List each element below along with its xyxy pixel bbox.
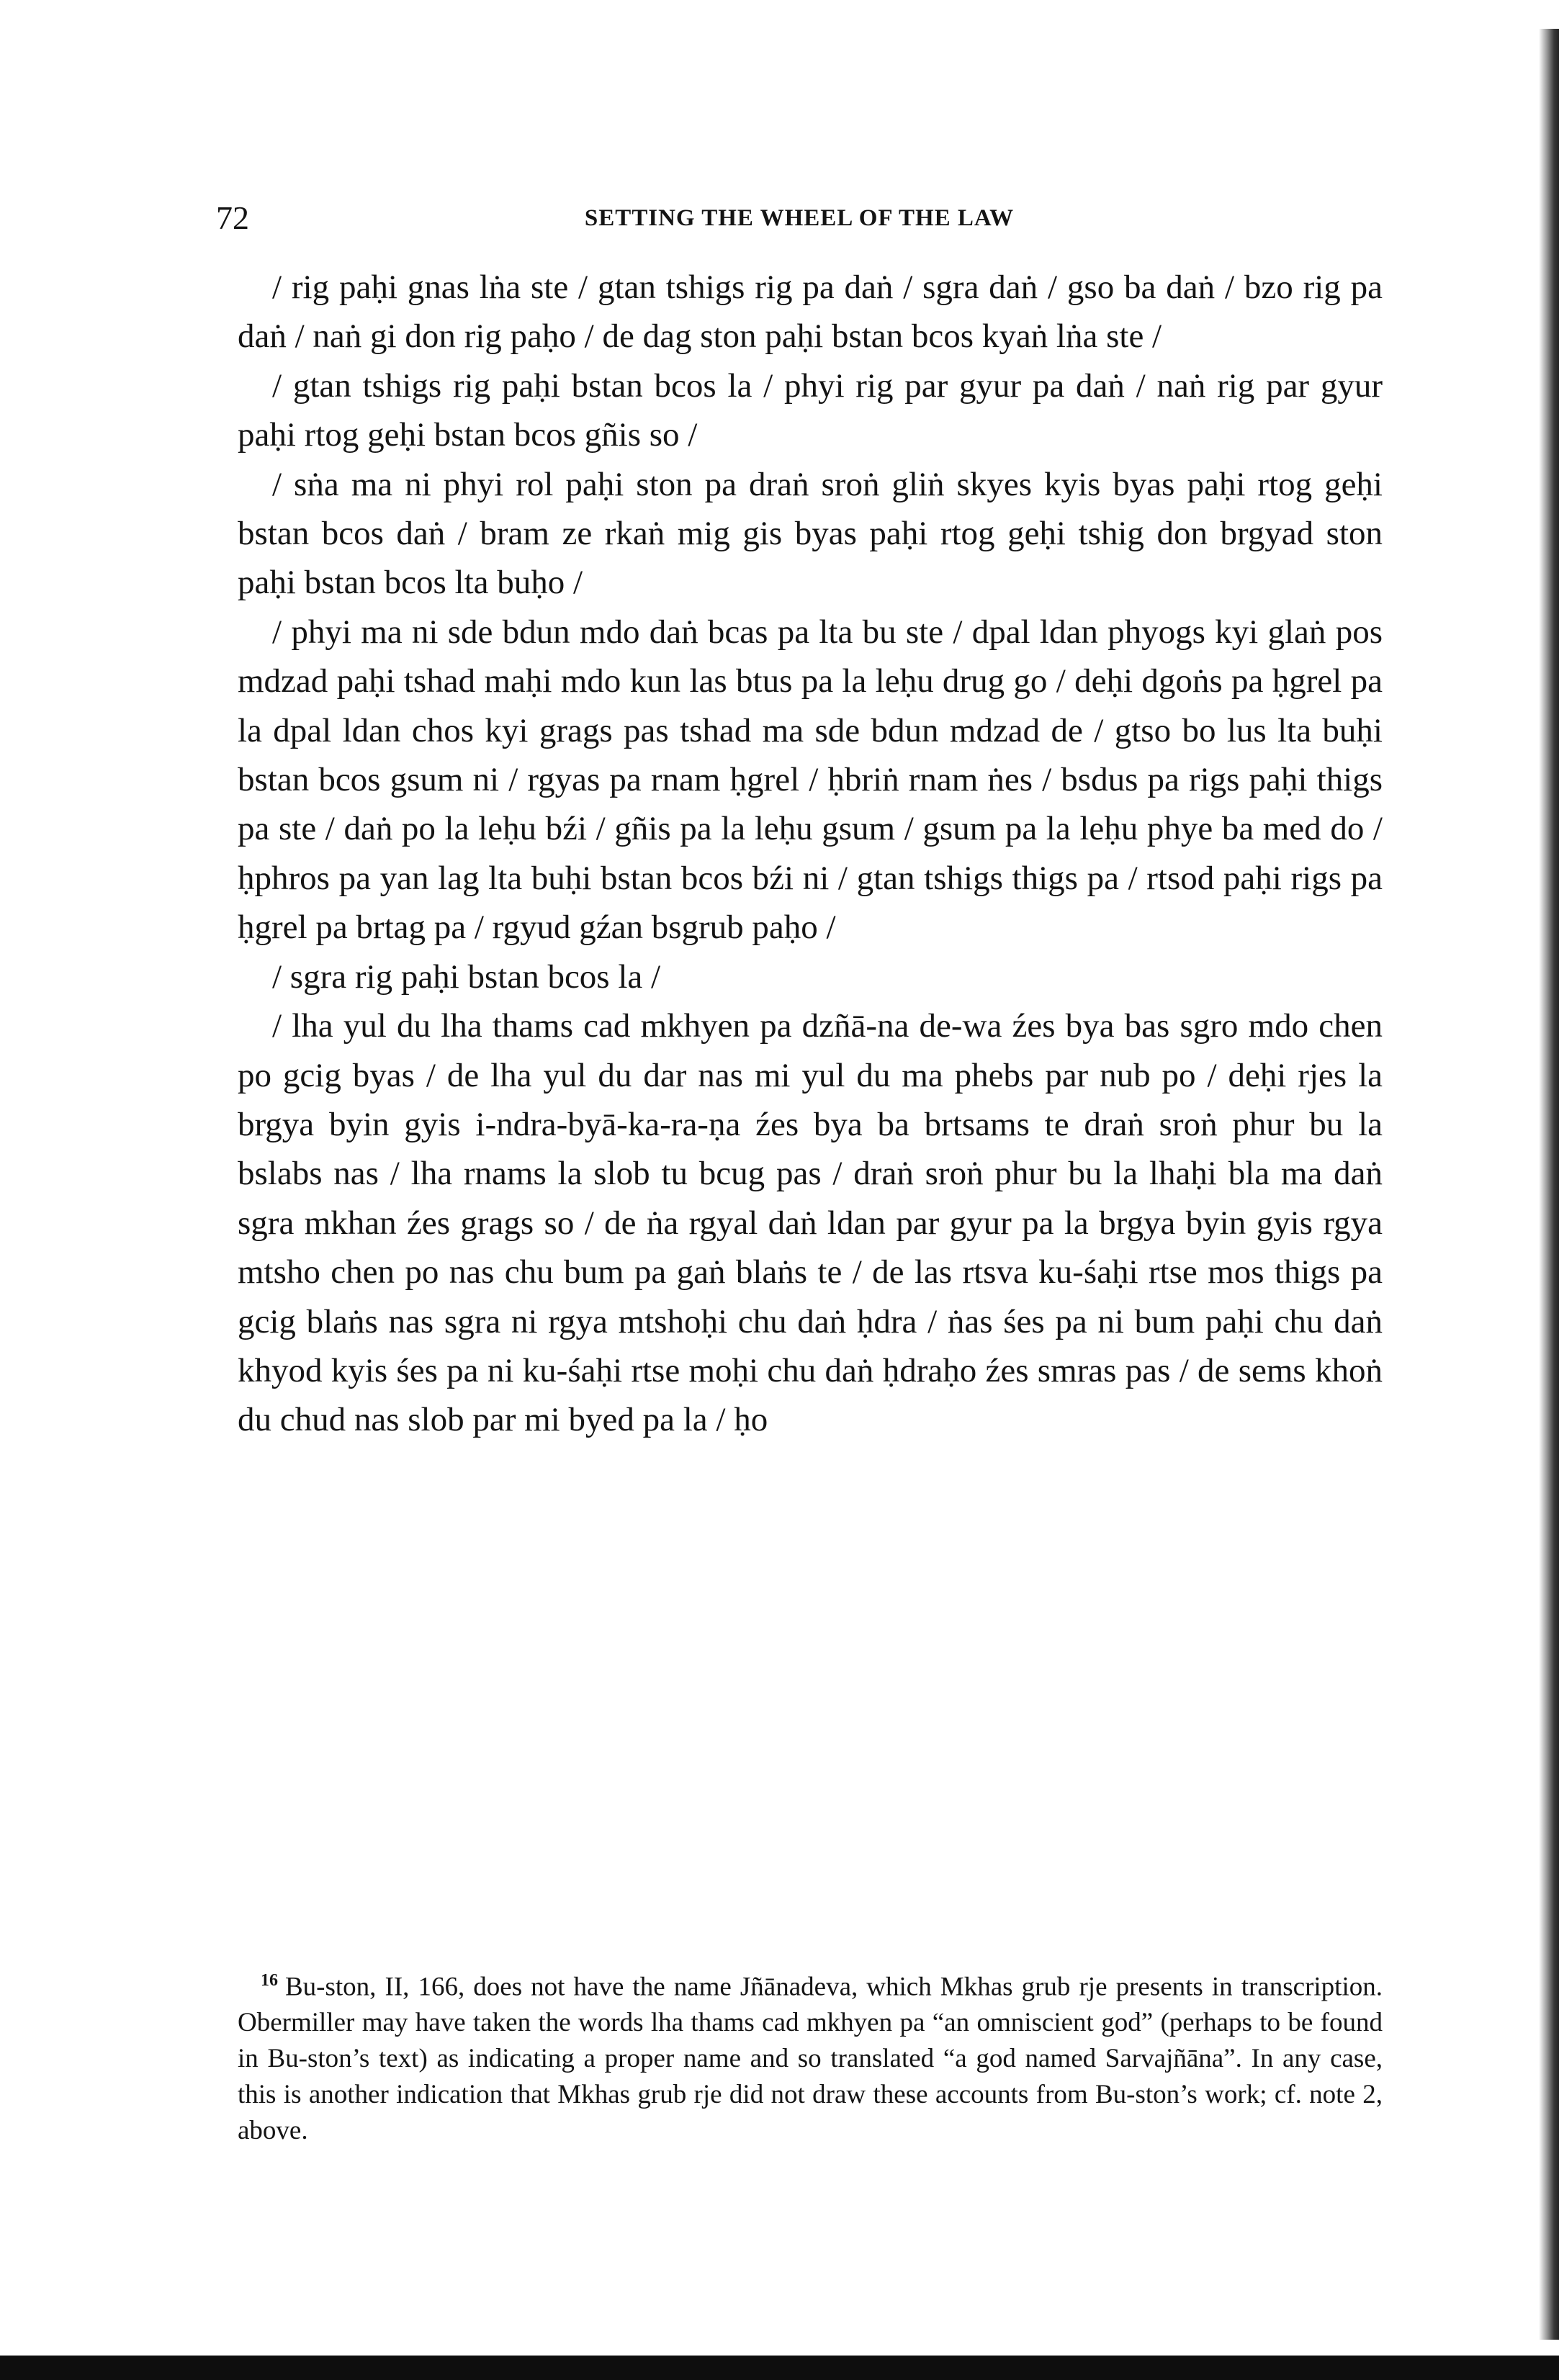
binding-edge	[1539, 29, 1559, 2340]
running-head: SETTING THE WHEEL OF THE LAW	[584, 205, 1015, 231]
page-header	[216, 193, 1383, 243]
main-text	[238, 263, 1383, 1445]
footnote-text: Bu-ston, II, 166, does not have the name Jñānadeva, which Mkhas grub rje presents in transcription. Obermiller may have taken the words lha thams cad mkhyen pa “an omniscient god” (perhaps to be found in Bu-ston’s text) as indicating a proper name and so translated “a god named Sarvajñāna”. In any case, this is another indication that Mkhas grub rje did not draw these accounts from Bu-ston’s work; cf. note 2, above.	[238, 1972, 1383, 2146]
paragraph: / phyi ma ni sde bdun mdo daṅ bcas pa lta bu ste / dpal ldan phyogs kyi glaṅ pos mdzad paḥi tshad maḥi mdo kun las btus pa la leḥu drug go / deḥi dgoṅs pa ḥgrel pa la dpal ldan chos kyi grags pas tshad ma sde bdun mdzad de / gtso bo lus lta buḥi bstan bcos gsum ni / rgyas pa rnam ḥgrel / ḥbriṅ rnam ṅes / bsdus pa rigs paḥi thigs pa ste / daṅ po la leḥu bźi / gñis pa la leḥu gsum / gsum pa la leḥu phye ba med do / ḥphros pa yan lag lta buḥi bstan bcos bźi ni / gtan tshigs thigs pa / rtsod paḥi rigs pa ḥgrel pa brtag pa / rgyud gźan bsgrub paḥo /	[238, 613, 1383, 947]
page-number: 72	[216, 199, 249, 236]
paragraph: / gtan tshigs rig paḥi bstan bcos la / phyi rig par gyur pa daṅ / naṅ rig par gyur paḥi rtog geḥi bstan bcos gñis so /	[238, 366, 1383, 454]
footnote-marker: 16	[261, 1971, 278, 1990]
paragraph: / rig paḥi gnas lṅa ste / gtan tshigs rig pa daṅ / sgra daṅ / gso ba daṅ / bzo rig pa daṅ / naṅ gi don rig paḥo / de dag ston paḥi bstan bcos kyaṅ lṅa ste /	[238, 269, 1383, 356]
paragraph: / sṅa ma ni phyi rol paḥi ston pa draṅ sroṅ gliṅ skyes kyis byas paḥi rtog geḥi bstan bcos daṅ / bram ze rkaṅ mig gis byas paḥi rtog geḥi tshig don brgyad ston paḥi bstan bcos lta buḥo /	[238, 465, 1383, 602]
paragraph: / sgra rig paḥi bstan bcos la /	[272, 957, 661, 996]
paragraph: / lha yul du lha thams cad mkhyen pa dzñā-na de-wa źes bya bas sgro mdo chen po gcig byas / de lha yul du dar nas mi yul du ma phebs par nub po / deḥi rjes la brgya byin gyis i-ndra-byā-ka-ra-ṇa źes bya ba brtsams te draṅ sroṅ phur bu la bslabs nas / lha rnams la slob tu bcug pas / draṅ sroṅ phur bu la lhaḥi bla ma daṅ sgra mkhan źes grags so / de ṅa rgyal daṅ ldan par gyur pa la brgya byin gyis rgya mtsho chen po nas chu bum pa gaṅ blaṅs te / de las rtsva ku-śaḥi rtse mos thigs pa gcig blaṅs nas sgra ni rgya mtshoḥi chu daṅ ḥdra / ṅas śes pa ni bum paḥi chu daṅ khyod kyis śes pa ni ku-śaḥi rtse moḥi chu daṅ ḥdraḥo źes smras pas / de sems khoṅ du chud nas slob par mi byed pa la / ḥo	[238, 1007, 1383, 1439]
scan-bottom-border	[0, 2356, 1559, 2380]
footnote	[238, 1962, 1383, 2149]
